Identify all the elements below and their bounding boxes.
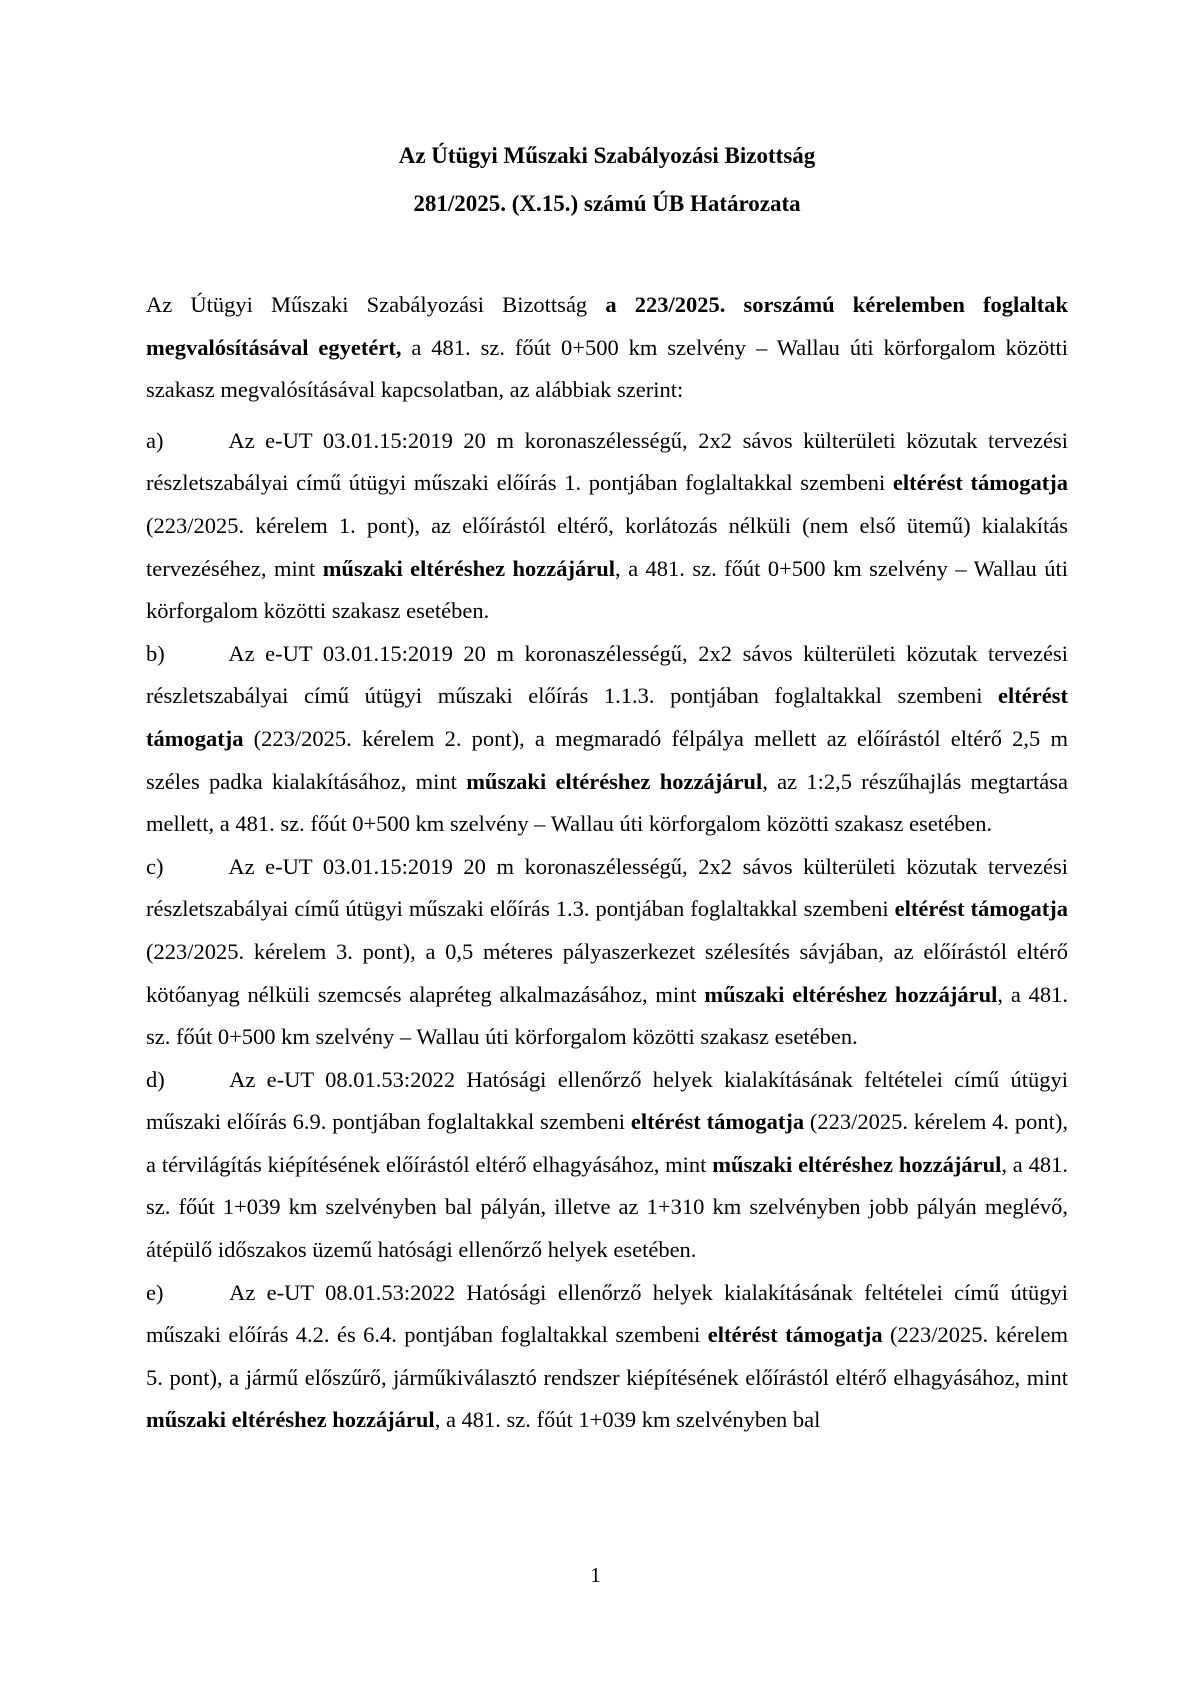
text-segment: Az e-UT 03.01.15:2019 20 m koronaszélességű, 2x2 sávos külterületi közutak tervezési részletszabályai című útügyi műszaki előírás 1.1.3. pontjában foglaltakkal szembeni xyxy=(146,640,1068,709)
bold-text-segment: műszaki eltéréshez hozzájárul xyxy=(322,555,616,581)
text-segment: Az Útügyi Műszaki Szabályozási Bizottság xyxy=(146,292,606,317)
text-segment: (223/2025. kérelem 4. pont), a térvilágítás kiépítésének előírástól eltérő elhagyásához, mint xyxy=(146,1109,1068,1177)
item-text xyxy=(146,641,1068,836)
list-item xyxy=(146,633,1068,846)
intro-paragraph xyxy=(146,284,1068,412)
bold-text-segment: eltérést támogatja xyxy=(630,1109,805,1135)
text-segment: Az e-UT 08.01.53:2022 Hatósági ellenőrző helyek kialakításának feltételei című útügyi műszaki előírás 4.2. és 6.4. pontjában foglaltakkal szembeni xyxy=(146,1279,1069,1348)
bold-text-segment: műszaki eltéréshez hozzájárul xyxy=(704,981,998,1007)
list-item xyxy=(146,1272,1068,1442)
bold-text-segment: műszaki eltéréshez hozzájárul xyxy=(146,1407,435,1433)
item-label: d) xyxy=(146,1066,165,1092)
text-segment: (223/2025. kérelem 3. pont), a 0,5 méteres pályaszerkezet szélesítés sávjában, az előírástól eltérő kötőanyag nélküli szemcsés alapréteg alkalmazásához, mint xyxy=(146,938,1068,1007)
item-text xyxy=(146,1280,1068,1433)
text-segment: Az e-UT 03.01.15:2019 20 m koronaszélességű, 2x2 sávos külterületi közutak tervezési részletszabályai című útügyi műszaki előírás 1.3. pontjában foglaltakkal szembeni xyxy=(146,853,1068,922)
title-line-1: Az Útügyi Műszaki Szabályozási Bizottság xyxy=(398,143,816,168)
text-segment: (223/2025. kérelem 2. pont), a megmaradó félpálya mellett az előírástól eltérő 2,5 m széles padka kialakításához, mint xyxy=(146,725,1068,794)
bold-text-segment: eltérést támogatja xyxy=(892,470,1069,496)
bold-text-segment: eltérést támogatja xyxy=(894,896,1069,922)
text-segment: Az e-UT 08.01.53:2022 Hatósági ellenőrző helyek kialakításának feltételei című útügyi műszaki előírás 6.9. pontjában foglaltakkal szembeni xyxy=(146,1066,1069,1135)
item-label: b) xyxy=(146,640,165,666)
bold-text-segment: műszaki eltéréshez hozzájárul xyxy=(712,1151,1002,1177)
bold-text-segment: eltérést támogatja xyxy=(146,683,1068,751)
title-line-2: 281/2025. (X.15.) számú ÚB Határozata xyxy=(413,191,801,216)
text-segment: Az e-UT 03.01.15:2019 20 m koronaszélességű, 2x2 sávos külterületi közutak tervezési részletszabályai című útügyi műszaki előírás 1. pontjában foglaltakkal szembeni xyxy=(146,427,1068,496)
item-label: a) xyxy=(146,427,164,453)
text-segment: , a 481. sz. főút 0+500 km szelvény – Wallau úti körforgalom közötti szakasz esetében. xyxy=(146,555,1068,624)
text-segment: , a 481. sz. főút 1+039 km szelvényben bal pályán, illetve az 1+310 km szelvényben jobb pályán meglévő, átépülő időszakos üzemű hatósági ellenőrző helyek esetében. xyxy=(146,1151,1068,1263)
item-text xyxy=(146,1067,1068,1262)
resolution-items xyxy=(146,420,1068,1442)
bold-text-segment: a 223/2025. sorszámú kérelemben foglaltak megvalósításával egyetért, xyxy=(146,292,1068,360)
list-item xyxy=(146,420,1068,633)
item-text xyxy=(146,854,1068,1049)
text-segment: (223/2025. kérelem 1. pont), az előírástól eltérő, korlátozás nélküli (nem első ütemű) kialakítás tervezéséhez, mint xyxy=(146,512,1068,581)
text-segment: , az 1:2,5 részűhajlás megtartása mellett, a 481. sz. főút 0+500 km szelvény – Wallau úti körforgalom közötti szakasz esetében. xyxy=(146,768,1068,837)
item-text xyxy=(146,428,1068,623)
bold-text-segment: műszaki eltéréshez hozzájárul xyxy=(466,768,763,794)
list-item xyxy=(146,1059,1068,1272)
text-segment: (223/2025. kérelem 5. pont), a jármű előszűrő, járműkiválasztó rendszer kiépítésének előírástól eltérő elhagyásához, mint xyxy=(146,1322,1068,1390)
text-segment: a 481. sz. főút 0+500 km szelvény – Wallau úti körforgalom közötti szakasz megvalósításával kapcsolatban, az alábbiak szerint: xyxy=(146,334,1068,403)
document-content xyxy=(146,132,1068,1442)
document-title xyxy=(146,132,1068,228)
item-label: c) xyxy=(146,853,164,879)
text-segment: , a 481. sz. főút 0+500 km szelvény – Wallau úti körforgalom közötti szakasz esetében. xyxy=(146,981,1068,1050)
item-label: e) xyxy=(146,1279,164,1305)
list-item xyxy=(146,846,1068,1059)
page-number: 1 xyxy=(590,1563,601,1587)
text-segment: , a 481. sz. főút 1+039 km szelvényben bal xyxy=(434,1407,821,1433)
bold-text-segment: eltérést támogatja xyxy=(707,1322,883,1348)
